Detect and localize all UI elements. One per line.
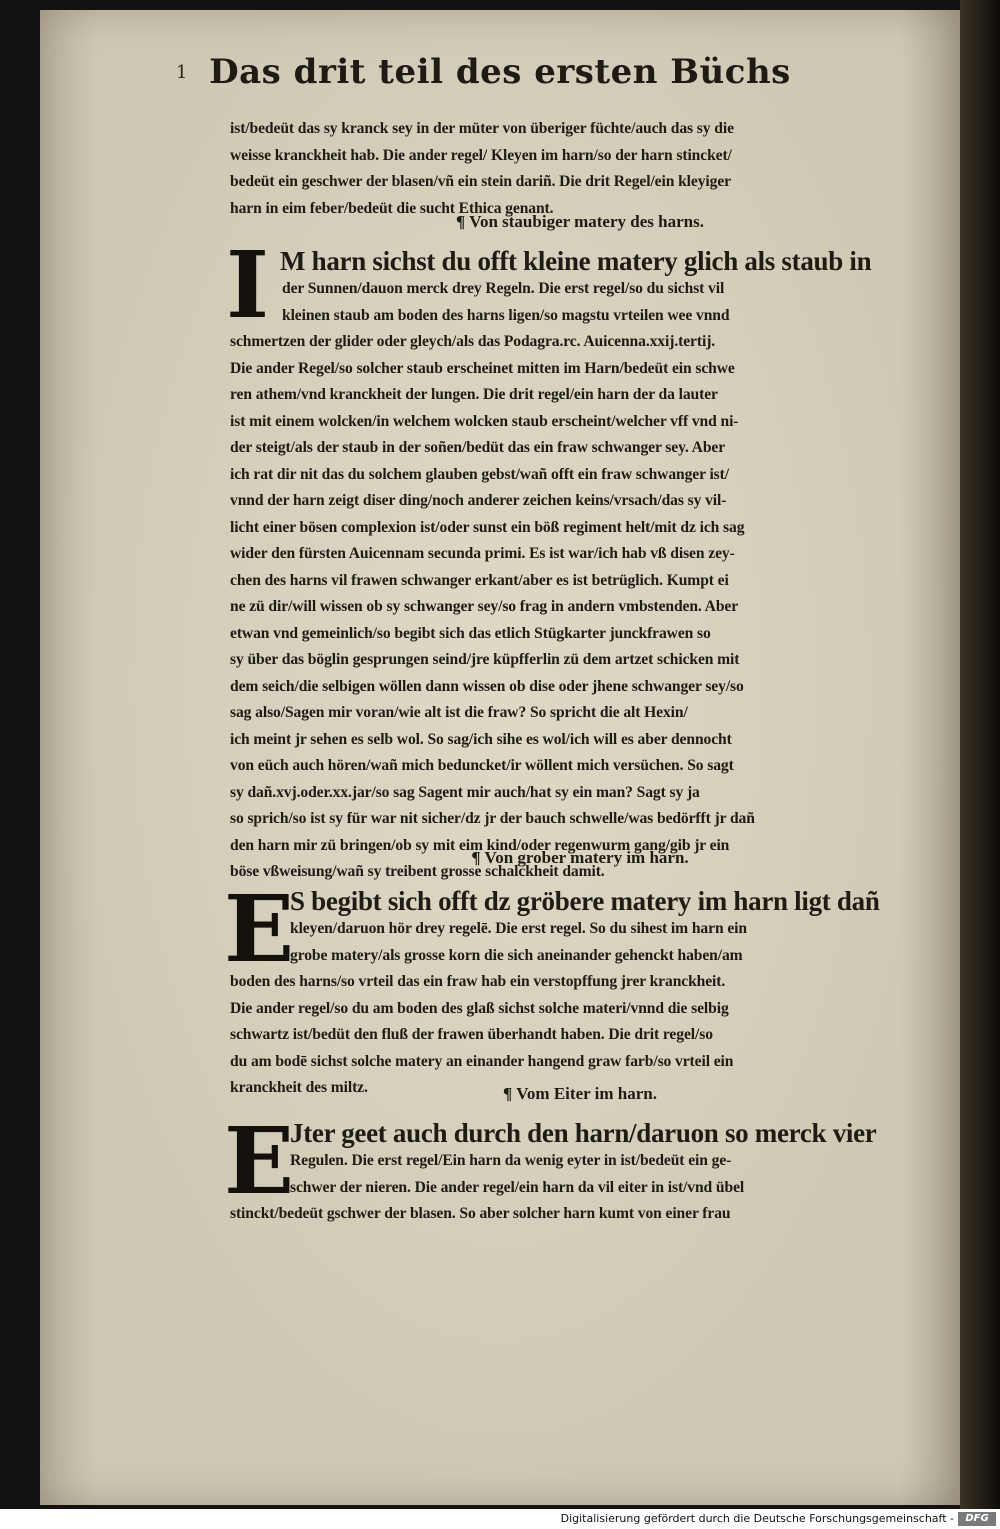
text-line: ich meint jr sehen es selb wol. So sag/ich sihe es wol/ich will es aber dennocht (230, 730, 732, 748)
text-line: schwer der nieren. Die ander regel/ein harn da vil eiter in ist/vnd übel (290, 1178, 745, 1196)
dfg-logo: DFG (958, 1512, 996, 1526)
text-line: schwartz ist/bedüt den fluß der frawen überhandt haben. Die drit regel/so (230, 1026, 713, 1043)
text-line: wider den fürsten Auicennam secunda primi. Es ist war/ich hab vß disen zey- (230, 545, 735, 562)
section1-paragraph (230, 276, 930, 886)
pilcrow-icon: ¶ (456, 212, 466, 231)
text-line: kleyen/daruon hör drey regelē. Die erst regel. So du sihest im harn ein (290, 920, 747, 937)
text-line: stinckt/bedeüt gschwer der blasen. So aber solcher harn kumt von einer frau (230, 1205, 731, 1222)
text-line: kranckheit des miltz. (230, 1079, 368, 1096)
text-line: weisse kranckheit hab. Die ander regel/ Kleyen im harn/so der harn stincket/ (230, 146, 732, 164)
text-line: sy dañ.xvj.oder.xx.jar/so sag Sagent mir auch/hat sy ein man? Sagt sy ja (230, 783, 700, 801)
text-line: harn in eim feber/bedeüt die sucht Ethica genant. (230, 199, 554, 217)
text-line: sy über das böglin gesprungen seind/jre küpfferlin zü dem artzet schicken mit (230, 651, 740, 668)
text-line: sag also/Sagen mir voran/wie alt ist die fraw? So spricht die alt Hexin/ (230, 704, 688, 721)
section-heading-staub (230, 212, 930, 232)
book-spine-shadow (960, 0, 1000, 1509)
text-line: der Sunnen/dauon merck drey Regeln. Die erst regel/so du sichst vil (282, 280, 725, 297)
text-line: so sprich/so ist sy für war nit sicher/dz jr der bauch schwelle/was bedörfft jr dañ (230, 810, 755, 827)
section-heading-grob (230, 848, 930, 868)
text-line: ist/bedeüt das sy kranck sey in der müter von überiger füchte/auch das sy die (230, 120, 734, 137)
text-line: ich rat dir nit das du solchem glauben gebst/wañ offt ein fraw schwanger ist/ (230, 465, 729, 483)
text-line: den harn mir zü bringen/ob sy mit eim kind/oder regenwurm gang/gib jr ein (230, 836, 730, 854)
digitization-footer (0, 1509, 1000, 1529)
text-line: von eüch auch hören/wañ mich beduncket/ir wöllent mich versüchen. So sagt (230, 757, 734, 774)
text-line: Regulen. Die erst regel/Ein harn da wenig eyter in ist/bedeüt ein ge- (290, 1152, 732, 1169)
decorated-initial-e: E (224, 875, 295, 983)
text-line: grobe matery/als grosse korn die sich aneinander gehenckt haben/am (290, 946, 743, 964)
lead-line: Jter geet auch durch den harn/daruon so merck vier (290, 1118, 877, 1148)
text-line: böse vßweisung/wañ sy treibent grosse schalckheit damit. (230, 863, 605, 880)
section3-paragraph (230, 1148, 930, 1228)
text-line: licht einer bösen complexion ist/oder sunst ein böß regiment helt/mit dz ich sag (230, 518, 745, 536)
section-heading-text: Von staubiger matery des harns. (469, 212, 704, 231)
section2-lead (290, 886, 930, 916)
footer-credit: Digitalisierung gefördert durch die Deutsche Forschungsgemeinschaft - (560, 1512, 954, 1525)
text-line: Die ander Regel/so solcher staub erscheinet mitten im Harn/bedeüt ein schwe (230, 359, 735, 377)
decorated-initial-i: I (226, 231, 270, 339)
text-line: chen des harns vil frawen schwanger erkant/aber es ist betrüglich. Kumpt ei (230, 571, 729, 589)
text-line: boden des harns/so vrteil das ein fraw hab ein verstopffung jrer kranckheit. (230, 973, 726, 990)
pilcrow-icon: ¶ (503, 1084, 513, 1103)
text-line: bedeüt ein geschwer der blasen/vñ ein stein dariñ. Die drit Regel/ein kleyiger (230, 173, 731, 190)
text-line: ne zü dir/will wissen ob sy schwanger sey/so frag in andern vmbstenden. Aber (230, 598, 739, 615)
text-line: der steigt/als der staub in der soñen/bedüt das ein fraw schwanger sey. Aber (230, 439, 726, 456)
text-line: kleinen staub am boden des harns ligen/so magstu vrteilen wee vnnd (282, 306, 730, 324)
text-line: Die ander regel/so du am boden des glaß sichst solche materi/vnnd die selbig (230, 999, 729, 1017)
section-heading-text: Vom Eiter im harn. (516, 1084, 657, 1103)
folio-mark: 1 (176, 62, 188, 83)
section-heading-eiter (230, 1084, 930, 1104)
intro-paragraph (230, 116, 930, 222)
section1-lead (280, 246, 930, 276)
text-line: ren athem/vnd kranckheit der lungen. Die drit regel/ein harn der da lauter (230, 386, 718, 403)
section2-paragraph (230, 916, 930, 1102)
section3-lead (290, 1118, 930, 1148)
section-heading-text: Von grober matery im harn. (484, 848, 689, 867)
text-line: etwan vnd gemeinlich/so begibt sich das etlich Stügkarter junckfrawen so (230, 624, 711, 642)
pilcrow-icon: ¶ (471, 848, 481, 867)
lead-line: S begibt sich offt dz gröbere matery im harn ligt dañ (290, 886, 880, 916)
text-line: dem seich/die selbigen wöllen dann wissen ob dise oder jhene schwanger sey/so (230, 677, 744, 695)
text-line: vnnd der harn zeigt diser ding/noch anderer zeichen keins/vrsach/das sy vil- (230, 492, 727, 509)
text-line: ist mit einem wolcken/in welchem wolcken staub erscheint/welcher vff vnd ni- (230, 412, 739, 430)
text-line: du am bodē sichst solche matery an einander hangend graw farb/so vrteil ein (230, 1052, 734, 1070)
text-line: schmertzen der glider oder gleych/als das Podagra.rc. Auicenna.xxij.tertij. (230, 333, 716, 350)
decorated-initial-e2: E (224, 1107, 295, 1215)
running-head: Das drit teil des ersten Büchs (209, 52, 791, 92)
lead-line: M harn sichst du offt kleine matery glich als staub in (280, 246, 872, 276)
